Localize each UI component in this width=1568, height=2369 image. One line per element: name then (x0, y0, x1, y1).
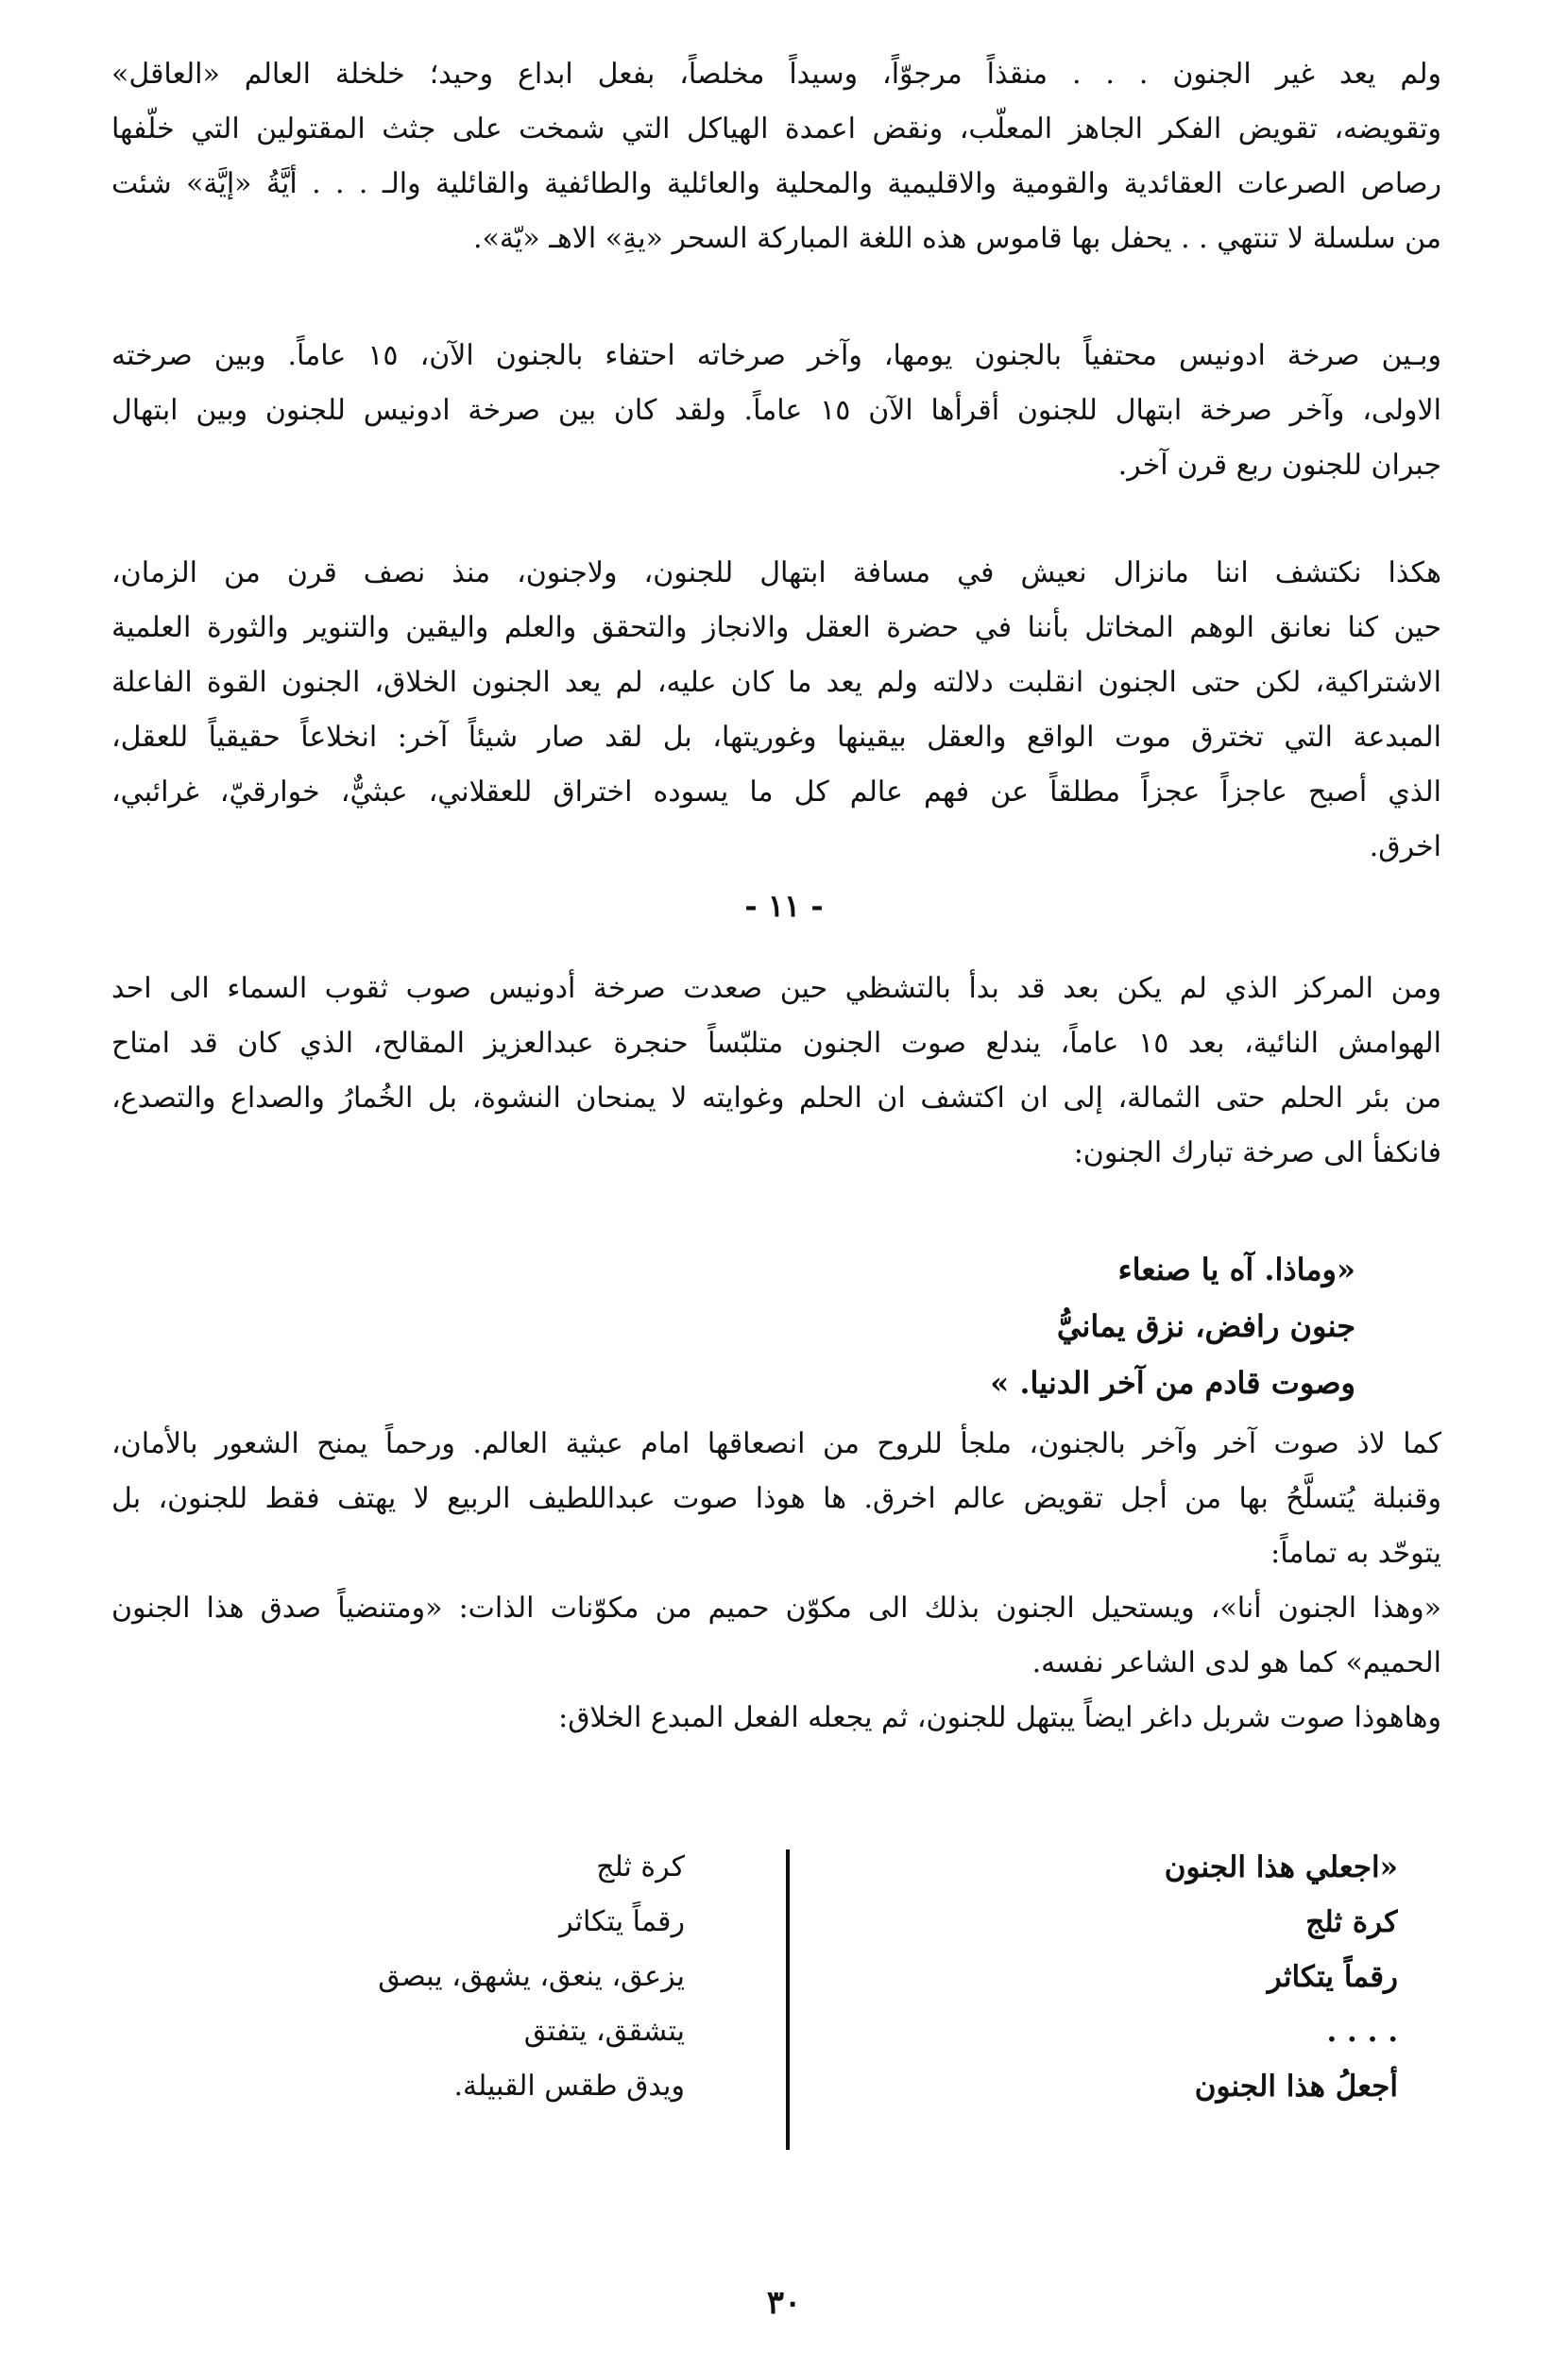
page-number: ٣٠ (766, 2284, 802, 2322)
poem-line: وصوت قادم من آخر الدنيا. » (990, 1365, 1355, 1401)
text-line: الاولى، وآخر صرخة ابتهال للجنون أقرأها الآن ١٥ عاماً. ولقد كان بين صرخة ادونيس للجنون وبين ابتهال (111, 394, 1441, 427)
text-line: ومن المركز الذي لم يكن بعد قد بدأ بالتشظي حين صعدت صرخة أدونيس صوب ثقوب السماء الى احد (111, 972, 1441, 1005)
poem-line: كرة ثلج (596, 1850, 685, 1883)
text-line: اخرق. (1369, 830, 1441, 863)
poem-line: رقماً يتكاثر (1267, 1960, 1398, 1994)
text-line: جبران للجنون ربع قرن آخر. (1117, 449, 1441, 482)
text-line: كما لاذ صوت آخر وآخر بالجنون، ملجأ للروح من انصعاقها امام عبثية العالم. ورحماً يمنح الشعور بالأمان، (111, 1427, 1441, 1460)
poem-line: يتشقق، يتفتق (523, 2015, 685, 2048)
paragraph-other-voices (111, 1417, 1441, 1746)
text-line: حين كنا نعانق الوهم المخاتل بأننا في حضرة العقل والانجاز والتحقق والعلم واليقين والتنوير والثورة العلمية (111, 611, 1441, 644)
poem-column-divider (786, 1849, 790, 2150)
poem-line: «اجعلي هذا الجنون (1164, 1850, 1398, 1884)
text-line: وتقويضه، تقويض الفكر الجاهز المعلّب، ونقض اعمدة الهياكل التي شمخت على جثث المقتولين التي خلّفها (111, 112, 1441, 145)
text-line: وبـين صرخة ادونيس محتفياً بالجنون يومها، وآخر صرخاته احتفاء بالجنون الآن، ١٥ عاماً. وبين صرخته (111, 339, 1441, 372)
text-line: رصاص الصرعات العقائدية والقومية والاقليمية والمحلية والعائلية والطائفية والقائلية والـ . . . أيَّةُ «إيَّة» شئت (111, 167, 1441, 200)
poem-line: «وماذا. آه يا صنعاء (1117, 1252, 1355, 1287)
text-line: من سلسلة لا تنتهي . . يحفل بها قاموس هذه اللغة المباركة السحر «يةِ» الاهـ «يّة». (472, 222, 1441, 255)
text-line: يتوحّد به تماماً: (1270, 1537, 1441, 1570)
poem-line: . . . . (1326, 2015, 1398, 2049)
text-line: المبدعة التي تخترق موت الواقع والعقل بيقينها وغوريتها، بل لقد صار شيئاً آخر: انخلاعاً حقيقياً للعقل، (111, 721, 1441, 754)
text-line: الهوامش النائية، بعد ١٥ عاماً، يندلع صوت الجنون متلبّساً حنجرة عبدالعزيز المقالح، الذي كان قد امتاح (111, 1027, 1441, 1060)
text-line: وهاهوذا صوت شربل داغر ايضاً يبتهل للجنون، ثم يجعله الفعل المبدع الخلاق: (558, 1701, 1441, 1734)
poem-line: جنون رافض، نزق يمانيُّ (1056, 1308, 1355, 1344)
text-line: «وهذا الجنون أنا»، ويستحيل الجنون بذلك الى مكوّن حميم من مكوّنات الذات: «ومتنضياً صدق هذا الجنون (111, 1592, 1441, 1625)
text-line: الذي أصبح عاجزاً عجزاً مطلقاً عن فهم عالم كل ما يسوده اختراق للعقلاني، عبثيٌّ، خوارقيّ، غرائبي، (111, 775, 1441, 809)
poem-line: أجعلُ هذا الجنون (1194, 2070, 1398, 2104)
text-line: ولم يعد غير الجنون . . . منقذاً مرجوّاً، وسيداً مخلصاً، بفعل ابداع وحيد؛ خلخلة العالم «العاقل» (111, 58, 1441, 91)
poem-quote-daghir-left (194, 1840, 685, 2114)
text-line: فانكفأ الى صرخة تبارك الجنون: (1073, 1136, 1441, 1169)
poem-quote-sanaa (694, 1241, 1355, 1411)
poem-quote-daghir-right (926, 1840, 1398, 2114)
poem-line: يزعق، ينعق، يشهق، يبصق (378, 1960, 685, 1993)
text-line: وقنبلة يُتسلَّحُ بها من أجل تقويض عالم اخرق. ها هوذا صوت عبداللطيف الربيع لا يهتف فقط للجنون، بل (111, 1482, 1441, 1515)
paragraph-adonis-cries (111, 329, 1441, 493)
text-line: الاشتراكية، لكن حتى الجنون انقلبت دلالته ولم يعد ما كان عليه، لم يعد الجنون الخلاق، الجنون القوة الفاعلة (111, 666, 1441, 699)
paragraph-maqaleh (111, 962, 1441, 1181)
poem-line: رقماً يتكاثر (559, 1905, 685, 1938)
text-line: من بئر الحلم حتى الثمالة، إلى ان اكتشف ان الحلم وغوايته لا يمنحان النشوة، بل الخُمارُ والصداع والتصدع، (111, 1082, 1441, 1115)
paragraph-half-century (111, 546, 1441, 875)
text-line: هكذا نكتشف اننا مانزال نعيش في مسافة ابتهال للجنون، ولاجنون، منذ نصف قرن من الزمان، (111, 556, 1441, 589)
paragraph-madness-savior (111, 47, 1441, 266)
text-line: الحميم» كما هو لدى الشاعر نفسه. (1031, 1646, 1441, 1679)
poem-line: ويدق طقس القبيلة. (453, 2070, 685, 2103)
original-page-marker: - ١١ - (744, 888, 824, 924)
poem-line: كرة ثلج (1305, 1905, 1398, 1939)
